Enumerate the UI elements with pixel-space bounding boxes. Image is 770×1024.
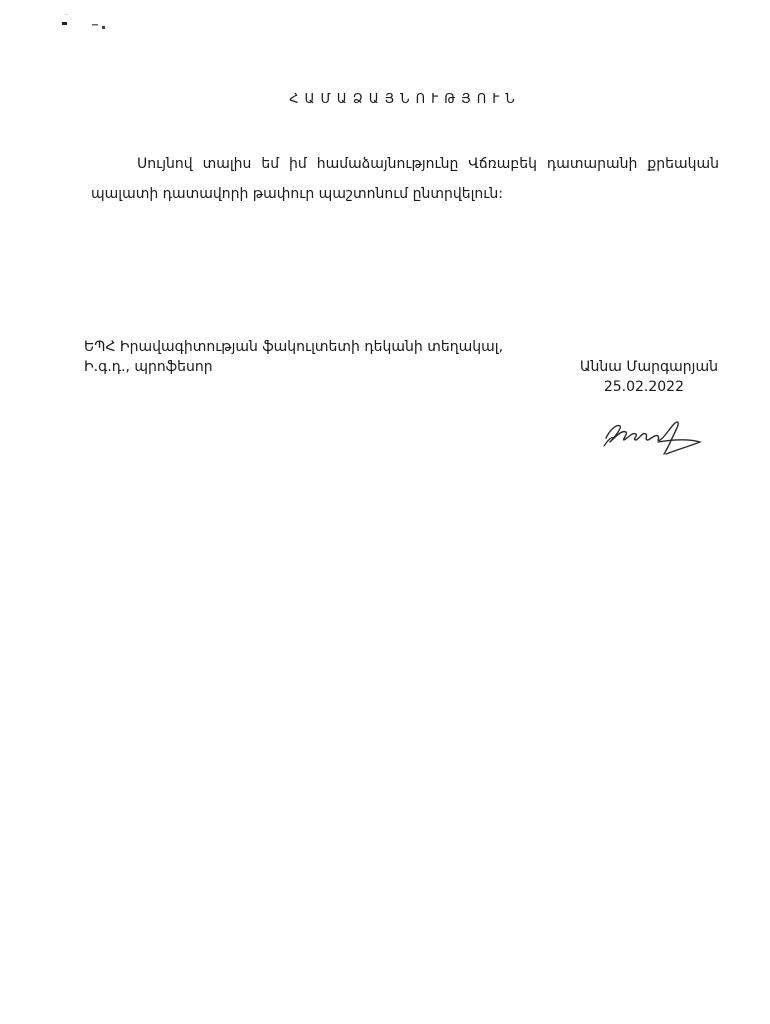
handwritten-signature-icon	[600, 412, 710, 462]
signer-name: Աննա Մարգարյան	[579, 359, 718, 375]
consent-statement: Սույնով տալիս եմ իմ համաձայնությունը Վճռաբեկ դատարանի քրեական պալատի դատավորի թափուր պաշտոնում ընտրվելուն:	[91, 156, 719, 202]
position-line-2: Ի.գ.դ., պրոֆեսոր	[84, 359, 213, 375]
signature-date: 25.02.2022	[603, 379, 684, 395]
signer-position	[84, 337, 503, 377]
document-title: ՀԱՄԱՁԱՅՆՈՒԹՅՈՒՆ	[289, 92, 521, 107]
scan-artifact-marks	[58, 12, 118, 36]
position-line-1: ԵՊՀ Իրավագիտության ֆակուլտետի դեկանի տեղակալ,	[84, 339, 504, 355]
signer-info	[580, 357, 718, 397]
